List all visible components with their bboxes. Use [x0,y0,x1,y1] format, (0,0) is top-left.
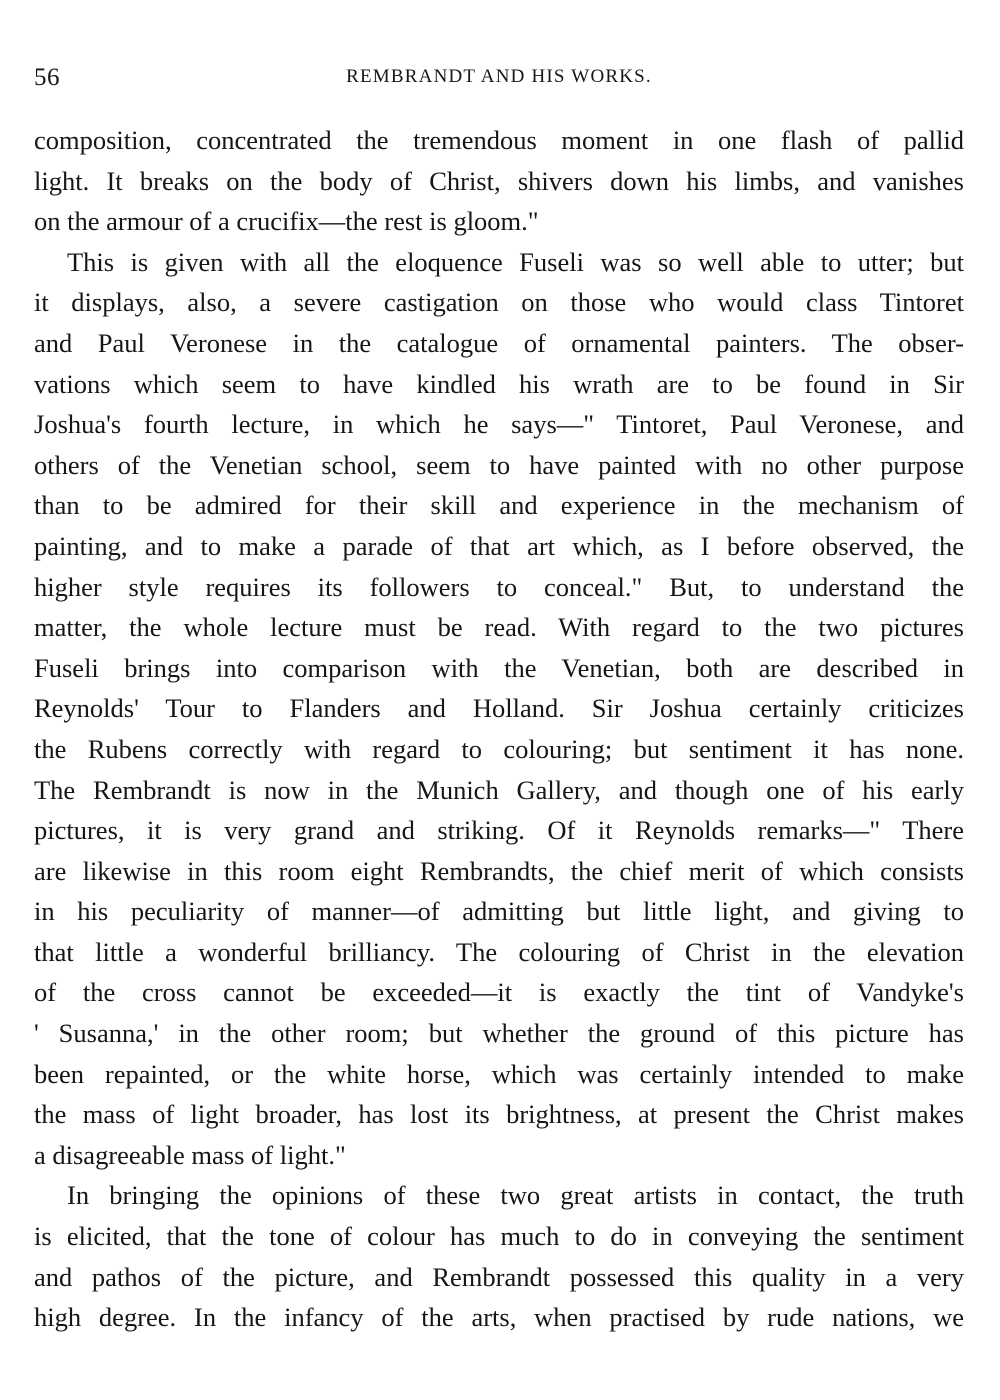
text-line: vations which seem to have kindled his wrath are to be found in Sir [34,368,964,399]
text-line: and Paul Veronese in the catalogue of ornamental painters. The obser- [34,327,964,358]
text-line: the Rubens correctly with regard to colouring; but sentiment it has none. [34,733,964,764]
text-line: are likewise in this room eight Rembrandts, the chief merit of which consists [34,855,964,886]
text-line: Fuseli brings into comparison with the Venetian, both are described in [34,652,964,683]
running-title: REMBRANDT AND HIS WORKS. [346,66,652,87]
text-line: in his peculiarity of manner—of admitting but little light, and giving to [34,896,964,927]
text-line: than to be admired for their skill and experience in the mechanism of [34,490,964,521]
text-line: The Rembrandt is now in the Munich Gallery, and though one of his early [34,774,964,805]
text-line: composition, concentrated the tremendous moment in one flash of pallid [34,125,964,155]
text-line: Joshua's fourth lecture, in which he says—" Tintoret, Paul Veronese, and [34,409,964,440]
paragraph-2 [34,242,964,1176]
text-line: a disagreeable mass of light." [34,1139,346,1170]
text-line: ' Susanna,' in the other room; but whether the ground of this picture has [34,1018,964,1049]
text-line: matter, the whole lecture must be read. With regard to the two pictures [34,612,964,643]
text-line: the mass of light broader, has lost its brightness, at present the Christ makes [34,1099,964,1130]
text-line: painting, and to make a parade of that art which, as I before observed, the [34,530,964,561]
text-line: and pathos of the picture, and Rembrandt possessed this quality in a very [34,1261,964,1292]
text-line: on the armour of a crucifix—the rest is gloom." [34,206,539,237]
paragraph-1 [34,120,964,242]
text-line: Reynolds' Tour to Flanders and Holland. Sir Joshua certainly criticizes [34,693,964,724]
page-number: 56 [34,64,60,91]
text-line: of the cross cannot be exceeded—it is exactly the tint of Vandyke's [34,977,964,1008]
text-line: that little a wonderful brilliancy. The colouring of Christ in the elevation [34,936,964,967]
body-text [34,120,964,1338]
page-header [34,62,964,96]
text-line: light. It breaks on the body of Christ, shivers down his limbs, and vanishes [34,165,964,196]
text-line: In bringing the opinions of these two great artists in contact, the truth [67,1180,964,1211]
text-line: pictures, it is very grand and striking. Of it Reynolds remarks—" There [34,815,964,846]
text-line: higher style requires its followers to conceal." But, to understand the [34,571,964,602]
text-line: been repainted, or the white horse, which was certainly intended to make [34,1058,964,1089]
text-line: is elicited, that the tone of colour has much to do in conveying the sentiment [34,1221,964,1252]
text-line: This is given with all the eloquence Fuseli was so well able to utter; but [67,246,964,277]
paragraph-3 [34,1175,964,1337]
text-line: it displays, also, a severe castigation on those who would class Tintoret [34,287,964,318]
text-line: high degree. In the infancy of the arts, when practised by rude nations, we [34,1302,964,1333]
text-line: others of the Venetian school, seem to have painted with no other purpose [34,449,964,480]
